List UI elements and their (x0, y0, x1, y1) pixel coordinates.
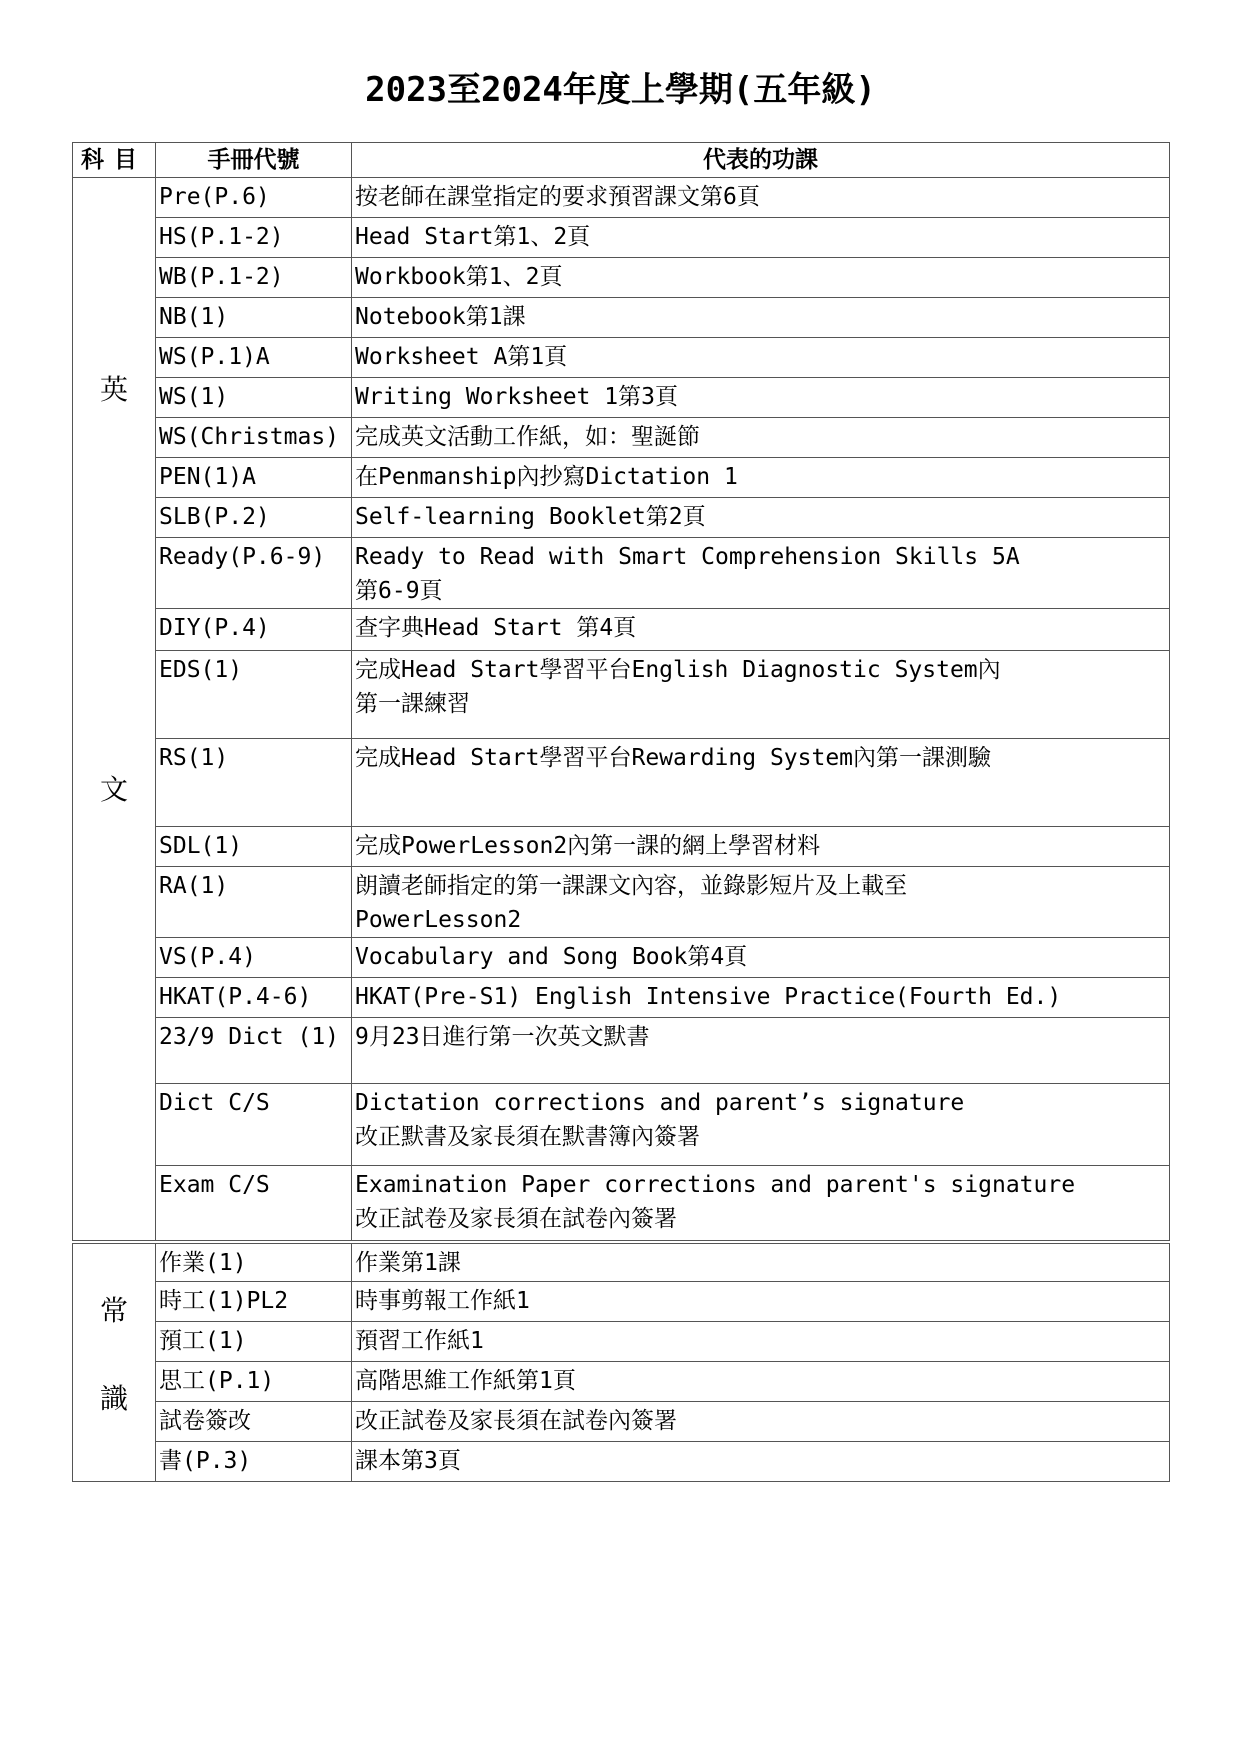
description-line: 改正試卷及家長須在試卷內簽署 (355, 1206, 677, 1232)
table-row (73, 178, 1170, 218)
description-cell (352, 378, 1170, 418)
code-cell: NB(1) (156, 298, 352, 338)
table-row (73, 218, 1170, 258)
code-cell: HKAT(P.4-6) (156, 978, 352, 1018)
description-cell (352, 418, 1170, 458)
description-cell (352, 498, 1170, 538)
description-line: 第6-9頁 (355, 578, 443, 604)
table-row (73, 498, 1170, 538)
header-code: 手冊代號 (156, 143, 352, 178)
homework-code-table (72, 142, 1170, 1482)
table-row (73, 538, 1170, 609)
table-row (73, 298, 1170, 338)
description-cell (352, 258, 1170, 298)
description-cell (352, 1166, 1170, 1242)
description-line: Ready to Read with Smart Comprehension Skills 5A (355, 544, 1020, 570)
description-cell (352, 1242, 1170, 1282)
description-cell (352, 178, 1170, 218)
subject-general-studies (73, 1242, 156, 1482)
code-cell: WS(Christmas) (156, 418, 352, 458)
description-line: Self-learning Booklet第2頁 (355, 504, 706, 530)
description-line: Writing Worksheet 1第3頁 (355, 384, 678, 410)
description-cell (352, 1442, 1170, 1482)
description-line: Examination Paper corrections and parent's signature (355, 1172, 1076, 1198)
code-cell: VS(P.4) (156, 938, 352, 978)
table-row (73, 418, 1170, 458)
table-row (73, 651, 1170, 739)
code-cell: 書(P.3) (156, 1442, 352, 1482)
description-line: HKAT(Pre-S1) English Intensive Practice(Fourth Ed.) (355, 984, 1062, 1010)
description-cell (352, 338, 1170, 378)
code-cell: 作業(1) (156, 1242, 352, 1282)
description-cell (352, 1402, 1170, 1442)
table-row (73, 458, 1170, 498)
subject-english (73, 178, 156, 1242)
code-cell: SDL(1) (156, 827, 352, 867)
description-cell (352, 298, 1170, 338)
table-row (73, 827, 1170, 867)
description-line: Head Start第1、2頁 (355, 224, 591, 250)
code-cell: 23/9 Dict (1) (156, 1018, 352, 1084)
table-row (73, 739, 1170, 827)
code-cell: WS(1) (156, 378, 352, 418)
description-cell (352, 1282, 1170, 1322)
description-cell (352, 978, 1170, 1018)
description-line: 完成Head Start學習平台English Diagnostic System內 (355, 657, 1001, 683)
table-row (73, 258, 1170, 298)
description-line: 按老師在課堂指定的要求預習課文第6頁 (355, 184, 760, 210)
code-cell: 時工(1)PL2 (156, 1282, 352, 1322)
subject-char: 常 (99, 1293, 128, 1327)
description-line: Worksheet A第1頁 (355, 344, 568, 370)
description-line: 完成英文活動工作紙，如：聖誕節 (355, 424, 700, 450)
header-subject: 科目 (73, 143, 156, 178)
description-line: Workbook第1、2頁 (355, 264, 563, 290)
description-line: Notebook第1課 (355, 304, 526, 330)
page-title: 2023至2024年度上學期(五年級) (365, 70, 876, 110)
description-line: 作業第1課 (355, 1249, 461, 1276)
subject-char: 英 (99, 373, 128, 406)
code-cell: Pre(P.6) (156, 178, 352, 218)
description-line: 在Penmanship內抄寫Dictation 1 (355, 464, 738, 490)
table-row (73, 938, 1170, 978)
description-cell (352, 1362, 1170, 1402)
table-row (73, 1442, 1170, 1482)
description-line: 第一課練習 (355, 691, 470, 717)
description-cell (352, 827, 1170, 867)
table-row (73, 1322, 1170, 1362)
code-cell: 預工(1) (156, 1322, 352, 1362)
description-line: 完成Head Start學習平台Rewarding System內第一課測驗 (355, 745, 992, 771)
description-line: Dictation corrections and parent’s signature (355, 1090, 965, 1116)
description-line: 完成PowerLesson2內第一課的網上學習材料 (355, 833, 821, 859)
code-cell: DIY(P.4) (156, 609, 352, 651)
code-cell: 試卷簽改 (156, 1402, 352, 1442)
table-body (73, 178, 1170, 1482)
description-cell (352, 739, 1170, 827)
description-cell (352, 218, 1170, 258)
table-row (73, 1402, 1170, 1442)
description-line: 高階思維工作紙第1頁 (355, 1368, 576, 1394)
code-cell: SLB(P.2) (156, 498, 352, 538)
table-row (73, 1018, 1170, 1084)
table-row (73, 1166, 1170, 1242)
table-header-row (73, 143, 1170, 178)
description-cell (352, 938, 1170, 978)
description-cell (352, 1084, 1170, 1166)
table-row (73, 609, 1170, 651)
description-line: 課本第3頁 (355, 1448, 461, 1474)
table-row (73, 978, 1170, 1018)
table-row (73, 378, 1170, 418)
description-cell (352, 1018, 1170, 1084)
description-cell (352, 538, 1170, 609)
subject-char: 文 (99, 773, 128, 806)
code-cell: WB(P.1-2) (156, 258, 352, 298)
code-cell: RA(1) (156, 867, 352, 938)
description-line: 9月23日進行第一次英文默書 (355, 1024, 650, 1050)
description-line: PowerLesson2 (355, 907, 522, 933)
code-cell: EDS(1) (156, 651, 352, 739)
table-row (73, 1084, 1170, 1166)
description-line: 查字典Head Start 第4頁 (355, 615, 637, 641)
code-cell: RS(1) (156, 739, 352, 827)
description-cell (352, 651, 1170, 739)
table-row (73, 1242, 1170, 1282)
subject-char: 識 (99, 1381, 128, 1415)
description-line: 朗讀老師指定的第一課課文內容，並錄影短片及上載至 (355, 873, 907, 899)
code-cell: Ready(P.6-9) (156, 538, 352, 609)
description-line: 改正試卷及家長須在試卷內簽署 (355, 1408, 677, 1434)
description-line: 改正默書及家長須在默書簿內簽署 (355, 1124, 700, 1150)
description-cell (352, 867, 1170, 938)
code-cell: Dict C/S (156, 1084, 352, 1166)
code-cell: HS(P.1-2) (156, 218, 352, 258)
table-row (73, 867, 1170, 938)
code-cell: PEN(1)A (156, 458, 352, 498)
description-cell (352, 1322, 1170, 1362)
table-row (73, 338, 1170, 378)
header-meaning: 代表的功課 (352, 143, 1170, 178)
table-row (73, 1362, 1170, 1402)
description-line: Vocabulary and Song Book第4頁 (355, 944, 748, 970)
code-cell: WS(P.1)A (156, 338, 352, 378)
code-cell: 思工(P.1) (156, 1362, 352, 1402)
code-cell: Exam C/S (156, 1166, 352, 1242)
description-line: 時事剪報工作紙1 (355, 1288, 530, 1314)
table-row (73, 1282, 1170, 1322)
description-line: 預習工作紙1 (355, 1328, 484, 1354)
description-cell (352, 458, 1170, 498)
description-cell (352, 609, 1170, 651)
